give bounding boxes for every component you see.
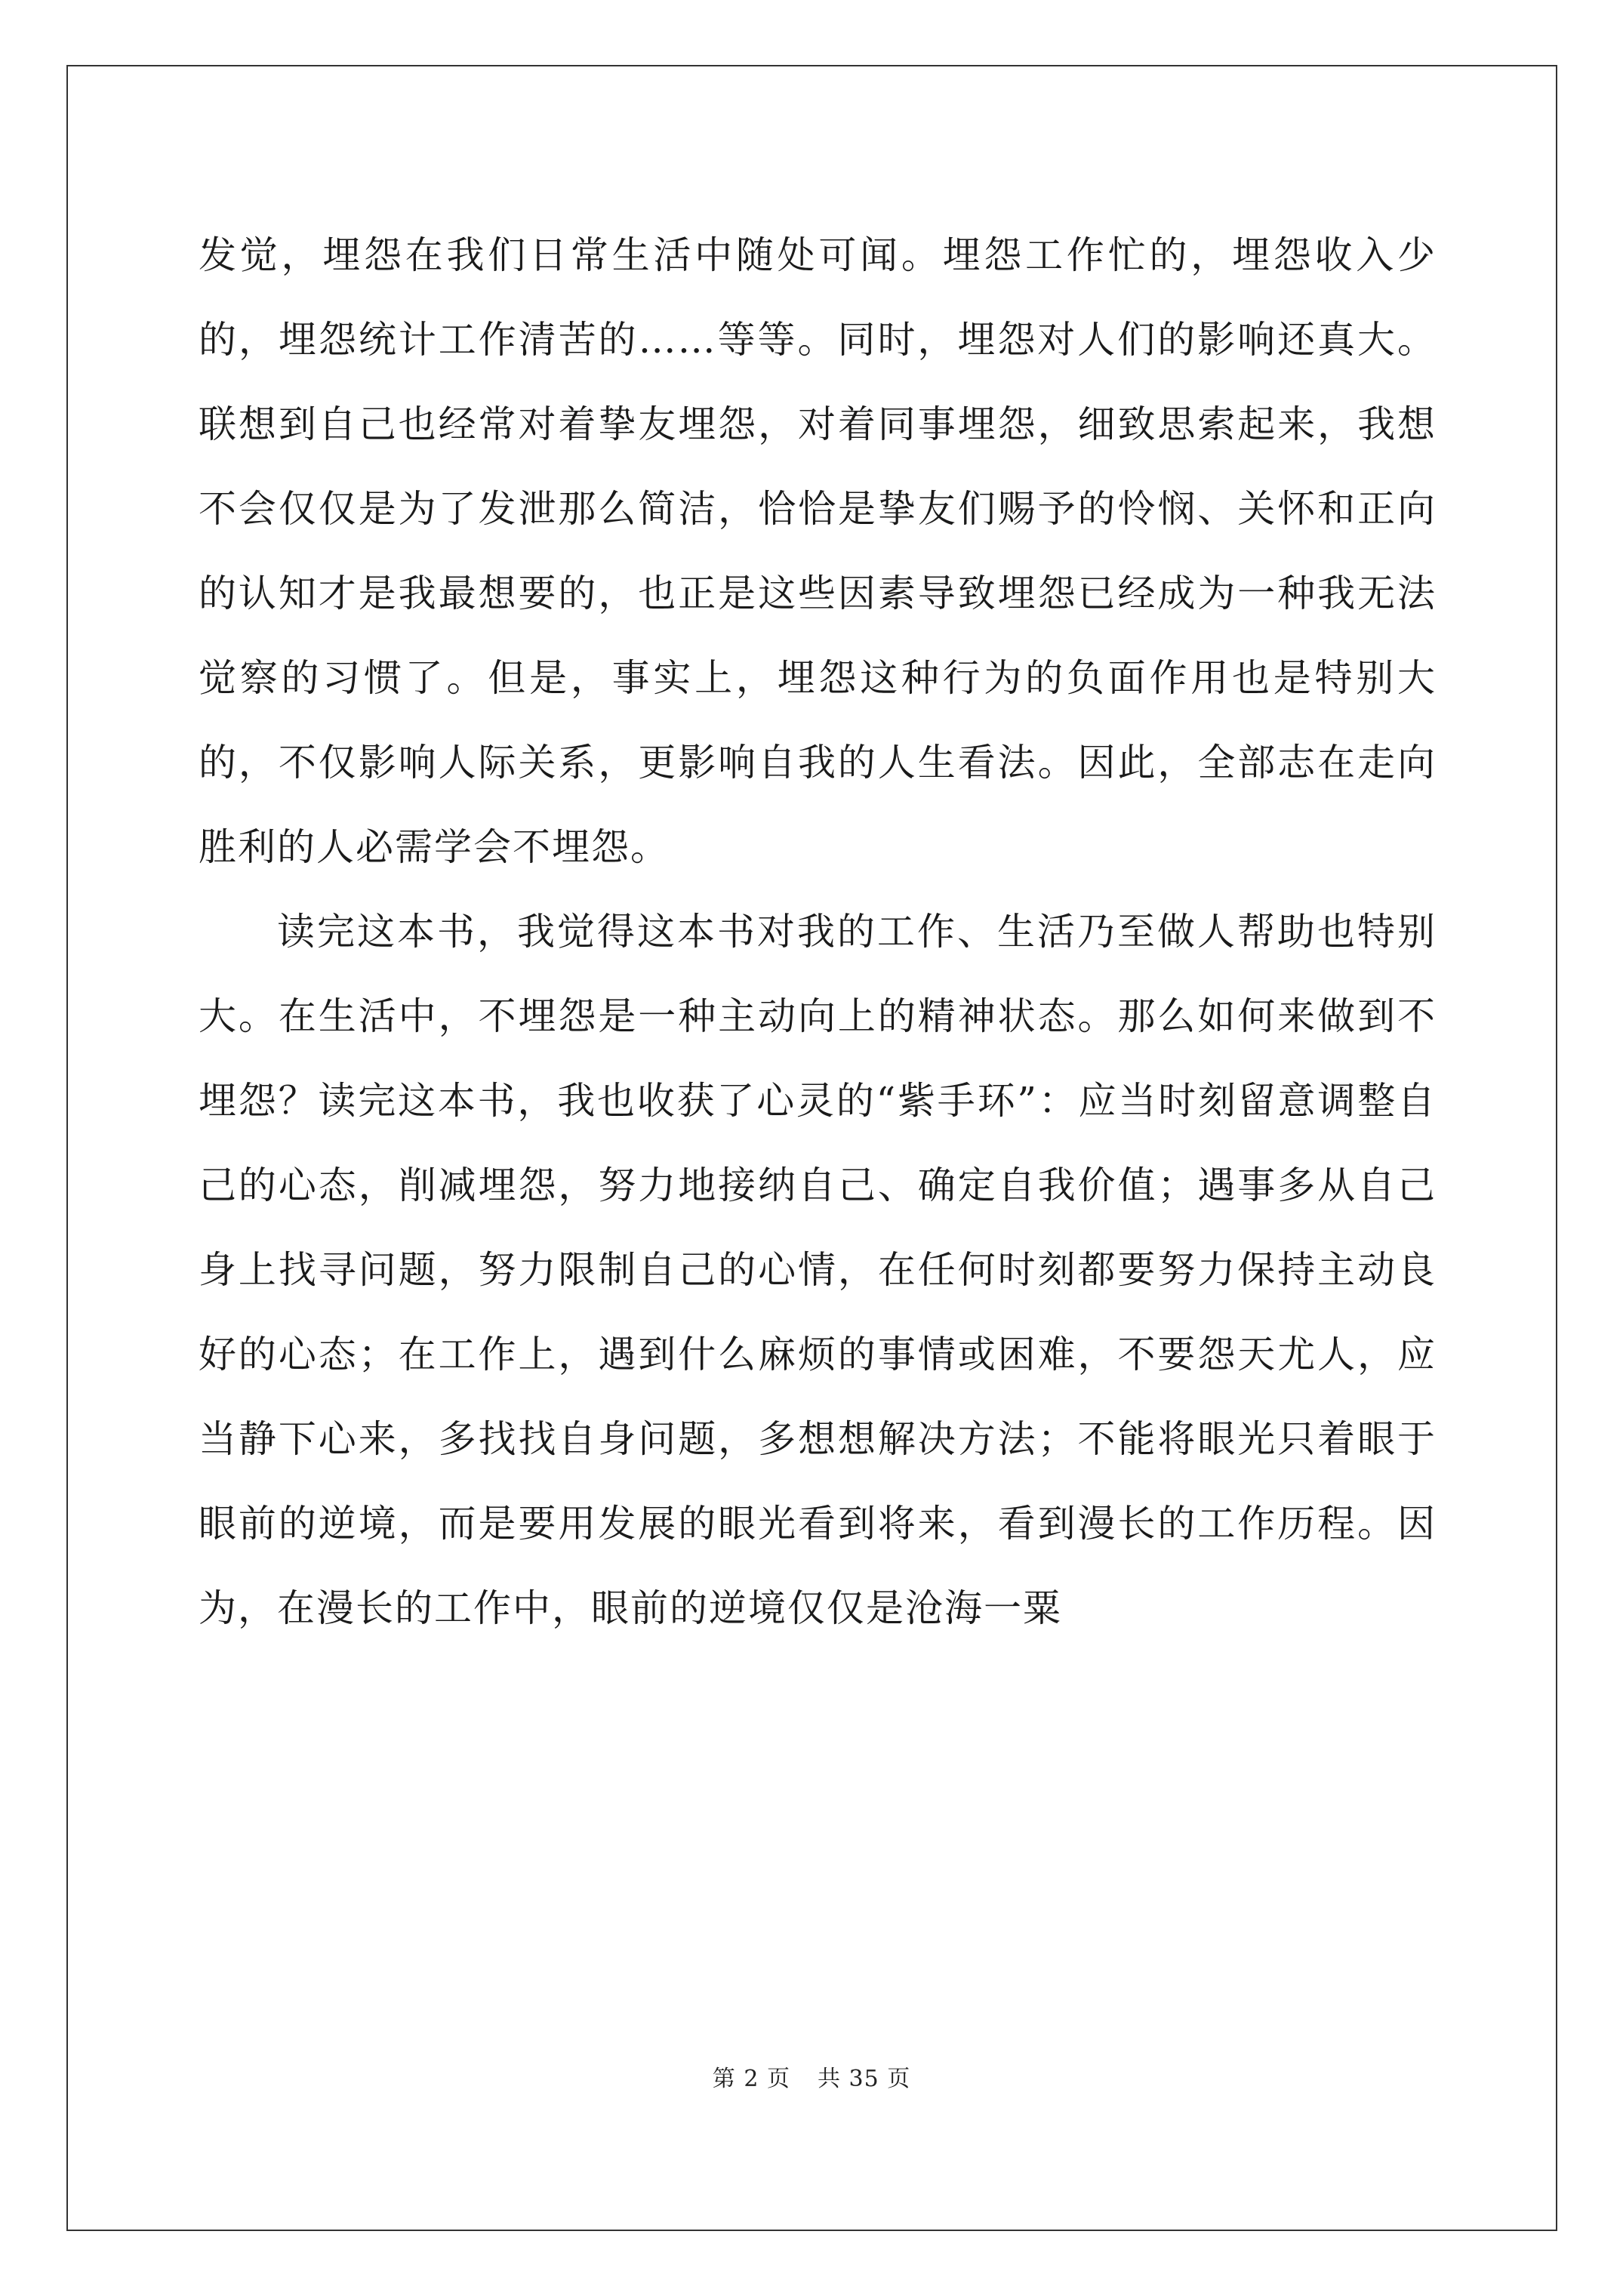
page-total: 共 35 页 bbox=[817, 2066, 911, 2092]
page-footer bbox=[0, 2060, 1623, 2093]
document-body bbox=[199, 213, 1437, 1650]
paragraph-1: 发觉，埋怨在我们日常生活中随处可闻。埋怨工作忙的，埋怨收入少的，埋怨统计工作清苦的……等等。同时，埋怨对人们的影响还真大。联想到自己也经常对着挚友埋怨，对着同事埋怨，细致思索起来，我想不会仅仅是为了发泄那么简洁，恰恰是挚友们赐予的怜悯、关怀和正向的认知才是我最想要的，也正是这些因素导致埋怨已经成为一种我无法觉察的习惯了。但是，事实上，埋怨这种行为的负面作用也是特别大的，不仅影响人际关系，更影响自我的人生看法。因此，全部志在走向胜利的人必需学会不埋怨。 bbox=[199, 233, 1437, 869]
page-number: 第 2 页 bbox=[712, 2066, 790, 2092]
paragraph-2: 读完这本书，我觉得这本书对我的工作、生活乃至做人帮助也特别大。在生活中，不埋怨是一种主动向上的精神状态。那么如何来做到不埋怨？读完这本书，我也收获了心灵的“紫手环”：应当时刻留意调整自己的心态，削减埋怨，努力地接纳自己、确定自我价值；遇事多从自己身上找寻问题，努力限制自己的心情，在任何时刻都要努力保持主动良好的心态；在工作上，遇到什么麻烦的事情或困难，不要怨天尤人，应当静下心来，多找找自身问题，多想想解决方法；不能将眼光只着眼于眼前的逆境，而是要用发展的眼光看到将来，看到漫长的工作历程。因为，在漫长的工作中，眼前的逆境仅仅是沧海一粟 bbox=[199, 910, 1437, 1630]
